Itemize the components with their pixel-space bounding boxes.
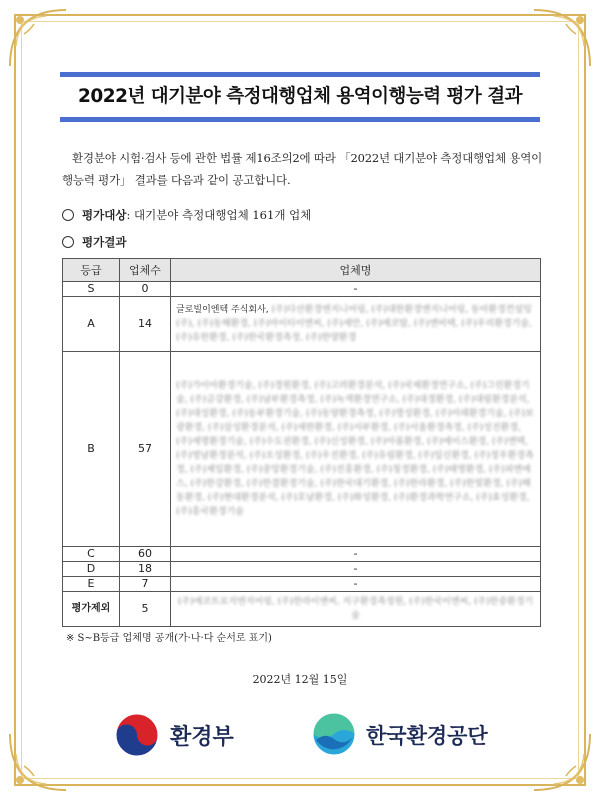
grade-cell: S xyxy=(63,282,120,297)
table-row xyxy=(63,577,541,592)
names-redacted: (주)가이아환경기술, (주)경원환경, (주)고려환경분석, (주)국제환경연구소, (주)그린환경기술, (주)금강환경, (주)남부환경측정, (주)녹색환경연구소, (주)대경환경, (주)대림환경분석, (주)대성환경, (주)동부환경기술, (주)동양환경측정, (주)명성환경, (주)미래환경기술, (주)보광환경, (주)삼성환경분석, (주)새한환경, (주)서부환경, (주)서울환경측정, (주)성진환경, (주)세명환경기술, (주)수도권환경, (주)신성환경, (주)아름환경, (주)에이스환경, (주)엔텍, (주)영남환경분석, (주)오성환경, (주)우진환경, (주)유림환경, (주)일신환경, (주)정우환경측정, (주)제일환경, (주)중앙환경기술, (주)진흥환경, (주)청정환경, (주)태영환경, (주)피엔에스, (주)한강환경, (주)한결환경기술, (주)한국대기환경, (주)한라환경, (주)한빛환경, (주)해동환경, (주)현대환경분석, (주)호남환경, (주)화성환경, (주)환경과학연구소, (주)효성환경, (주)흥국환경기술 xyxy=(176,381,534,517)
corporation-logo-text: 한국환경공단 xyxy=(366,724,488,748)
keco-emblem-icon xyxy=(310,710,358,758)
names-cell xyxy=(171,592,541,627)
table-row xyxy=(63,547,541,562)
names-visible: 글로빌이엔텍 주식회사, xyxy=(176,305,269,315)
header-count: 업체수 xyxy=(120,259,171,282)
table-row xyxy=(63,562,541,577)
circle-bullet-icon xyxy=(62,236,74,248)
names-cell: - xyxy=(171,282,541,297)
target-label: 평가대상 xyxy=(82,208,127,222)
count-cell: 57 xyxy=(120,352,171,547)
names-redacted: (주)에코트로지엔지어링, (주)한라이앤씨, 지구환경측정원, (주)한국이엔씨, (주)한중환경기술 xyxy=(177,597,534,621)
evaluation-results-heading xyxy=(62,234,126,250)
table-row xyxy=(63,282,541,297)
results-label: 평가결과 xyxy=(82,235,127,249)
title-bar-bottom xyxy=(60,117,540,122)
ornament-corner-icon xyxy=(530,6,594,70)
table-row xyxy=(63,592,541,627)
ornament-corner-icon xyxy=(530,730,594,794)
count-cell: 5 xyxy=(120,592,171,627)
names-redacted: (주)다산환경엔지니어링, (주)대한환경엔지니어링, 동아환경컨설팅(주), (주)동해환경, (주)마이티이엔씨, (주)세안, (주)에코탑, (주)엔비텍, (주)우리환경기술, (주)유한환경, (주)한국환경측정, (주)한양환경 xyxy=(176,305,532,343)
count-cell: 18 xyxy=(120,562,171,577)
names-cell: - xyxy=(171,577,541,592)
count-cell: 7 xyxy=(120,577,171,592)
grade-cell: A xyxy=(63,297,120,352)
names-cell xyxy=(171,297,541,352)
grade-cell: D xyxy=(63,562,120,577)
grade-cell: B xyxy=(63,352,120,547)
title-bar-top xyxy=(60,72,540,77)
grade-cell: C xyxy=(63,547,120,562)
evaluation-target xyxy=(62,207,311,223)
grade-cell: E xyxy=(63,577,120,592)
taegeuk-icon xyxy=(112,710,162,760)
table-header-row xyxy=(63,259,541,282)
circle-bullet-icon xyxy=(62,209,74,221)
target-value: : 대기분야 측정대행업체 161개 업체 xyxy=(126,208,312,222)
intro-paragraph: 환경분야 시험·검사 등에 관한 법률 제16조의2에 따라 「2022년 대기분야 측정대행업체 용역이행능력 평가」 결과를 다음과 같이 공고합니다. xyxy=(62,151,543,187)
results-table xyxy=(62,258,541,627)
ornament-corner-icon xyxy=(6,730,70,794)
table-row xyxy=(63,297,541,352)
names-cell: - xyxy=(171,562,541,577)
table-row xyxy=(63,352,541,547)
header-names: 업체명 xyxy=(171,259,541,282)
announcement-date: 2022년 12월 15일 xyxy=(252,673,348,686)
names-cell: - xyxy=(171,547,541,562)
ministry-logo xyxy=(112,710,272,760)
ministry-logo-text: 환경부 xyxy=(170,725,234,750)
corporation-logo xyxy=(310,710,510,760)
count-cell: 14 xyxy=(120,297,171,352)
count-cell: 0 xyxy=(120,282,171,297)
count-cell: 60 xyxy=(120,547,171,562)
ornament-corner-icon xyxy=(6,6,70,70)
header-grade: 등급 xyxy=(63,259,120,282)
names-cell xyxy=(171,352,541,547)
page-title: 2022년 대기분야 측정대행업체 용역이행능력 평가 결과 xyxy=(78,86,522,107)
table-footnote: ※ S~B등급 업체명 공개(가·나·다 순서로 표기) xyxy=(66,633,272,644)
grade-cell: 평가제외 xyxy=(63,592,120,627)
